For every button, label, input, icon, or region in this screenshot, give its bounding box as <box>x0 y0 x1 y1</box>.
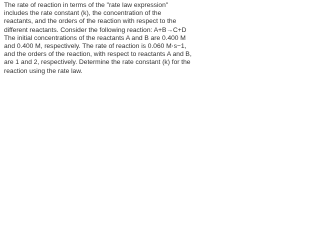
question-card <box>0 0 213 88</box>
question-text: The rate of reaction in terms of the "rate law expression" includes the rate constant (k), the concentration of the reactants, and the orders of the reaction with respect to the different reactants. Consider the following reaction: A+B→C+D The initial concentrations of the reactants A and B are 0.400 M and 0.400 M, respectively. The rate of reaction is 0.060 M⋅s−1, and the orders of the reaction, with respect to reactants A and B, are 1 and 2, respectively. Determine the rate constant (k) for the reaction using the rate law. <box>4 2 192 75</box>
